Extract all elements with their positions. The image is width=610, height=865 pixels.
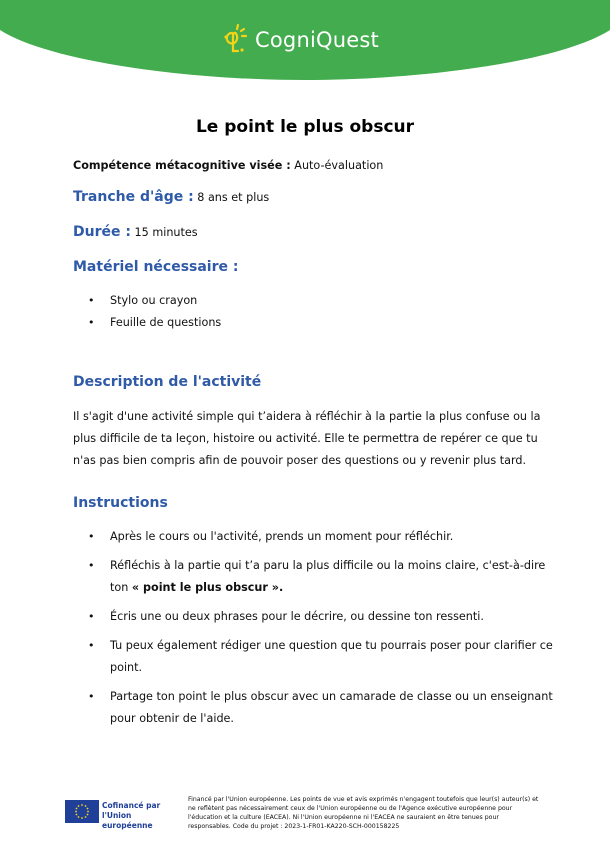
brand-logo bbox=[222, 22, 379, 58]
instruction-text: Partage ton point le plus obscur avec un camarade de classe ou un enseignant pour obtenir de l'aide. bbox=[110, 690, 553, 725]
list-item bbox=[73, 606, 553, 628]
eu-cofinanced-label: Cofinancé par l'Union européenne bbox=[102, 801, 161, 830]
duration-row bbox=[73, 224, 198, 240]
instructions-heading: Instructions bbox=[73, 495, 168, 511]
instruction-text: Tu peux également rédiger une question que tu pourrais poser pour clarifier ce point. bbox=[110, 639, 553, 674]
instruction-text: Réfléchis à la partie qui t’a paru la plus difficile ou la moins claire, c'est-à-dire ton bbox=[110, 559, 546, 594]
list-item bbox=[73, 635, 553, 679]
description-text: Il s'agit d'une activité simple qui t’aidera à réfléchir à la partie la plus confuse ou la plus difficile de ta leçon, histoire ou activité. Elle te permettra de repérer ce que tu n'as pas bien compris afin de pouvoir poser des questions ou y revenir plus tard. bbox=[73, 410, 541, 467]
instruction-text: Écris une ou deux phrases pour le décrire, ou dessine ton ressenti. bbox=[110, 610, 484, 623]
materials-heading: Matériel nécessaire : bbox=[73, 259, 239, 275]
competence-row bbox=[73, 159, 383, 172]
eu-flag-icon bbox=[65, 800, 99, 823]
competence-label: Compétence métacognitive visée : bbox=[73, 159, 291, 172]
instruction-text: Après le cours ou l'activité, prends un moment pour réfléchir. bbox=[110, 530, 454, 543]
instruction-emphasis: « point le plus obscur ». bbox=[131, 581, 284, 594]
brand-name: CogniQuest bbox=[255, 28, 379, 52]
age-row bbox=[73, 189, 269, 205]
age-value: 8 ans et plus bbox=[197, 191, 270, 204]
duration-label: Durée : bbox=[73, 224, 131, 240]
instructions-list bbox=[73, 526, 553, 730]
age-label: Tranche d'âge : bbox=[73, 189, 194, 205]
list-item: • Feuille de questions bbox=[73, 312, 553, 334]
page-title: Le point le plus obscur bbox=[195, 117, 415, 137]
lightbulb-figure-icon bbox=[222, 23, 252, 57]
competence-value: Auto-évaluation bbox=[294, 159, 384, 172]
materials-list bbox=[73, 290, 553, 334]
list-item: • Stylo ou crayon bbox=[73, 290, 553, 312]
list-item bbox=[73, 555, 553, 599]
list-item bbox=[73, 686, 553, 730]
eu-disclaimer: Financé par l'Union européenne. Les points de vue et avis exprimés n'engagent toutefois que leur(s) auteur(s) et ne reflètent pas nécessairement ceux de l'Union européenne ou de l'Agence exécutive européenne pour l'éducation et la culture (EACEA). Ni l'Union européenne ni l'EACEA ne sauraient en être tenues pour responsables. Code du projet : 2023-1-FR01-KA220-SCH-000158225 bbox=[188, 796, 539, 830]
description-heading: Description de l'activité bbox=[73, 374, 262, 390]
duration-value: 15 minutes bbox=[134, 226, 198, 239]
list-item bbox=[73, 526, 553, 548]
